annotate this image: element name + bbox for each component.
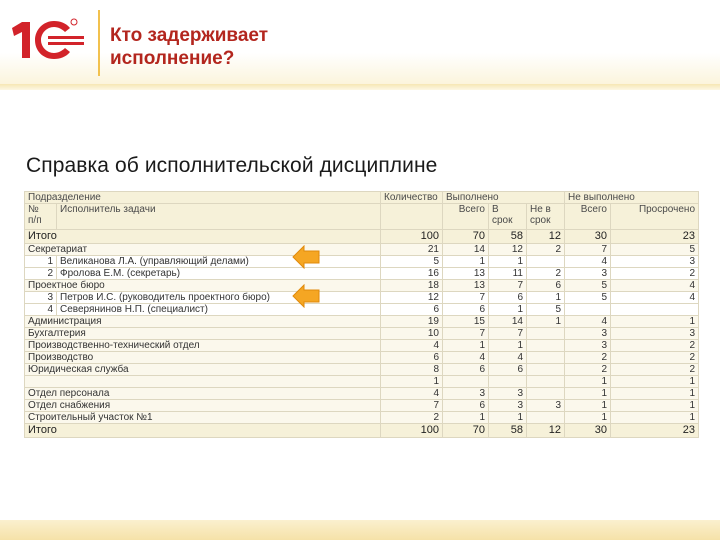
row-overdue: 1 xyxy=(611,400,699,412)
col-done: Выполнено xyxy=(443,192,565,204)
row-late: 3 xyxy=(527,400,565,412)
table-row-department xyxy=(25,328,699,340)
total-late: 12 xyxy=(527,230,565,244)
row-label: Великанова Л.А. (управляющий делами) xyxy=(57,256,381,268)
row-overdue: 4 xyxy=(611,280,699,292)
col-not-done: Не выполнено xyxy=(565,192,699,204)
row-count: 12 xyxy=(381,292,443,304)
row-ontime: 7 xyxy=(489,280,527,292)
total-done-total: 70 xyxy=(443,424,489,438)
row-nd-total: 4 xyxy=(565,316,611,328)
row-count: 8 xyxy=(381,364,443,376)
row-done-total: 1 xyxy=(443,256,489,268)
row-done-total: 3 xyxy=(443,388,489,400)
row-label: Северянинов Н.П. (специалист) xyxy=(57,304,381,316)
row-label: Фролова Е.М. (секретарь) xyxy=(57,268,381,280)
row-done-total: 1 xyxy=(443,412,489,424)
row-late xyxy=(527,352,565,364)
total-ontime: 58 xyxy=(489,424,527,438)
row-ontime: 12 xyxy=(489,244,527,256)
row-late: 6 xyxy=(527,280,565,292)
table-row-department xyxy=(25,400,699,412)
table-header-row-1 xyxy=(25,192,699,204)
row-index: 3 xyxy=(25,292,57,304)
row-label: Секретариат xyxy=(25,244,381,256)
row-overdue: 4 xyxy=(611,292,699,304)
row-overdue: 1 xyxy=(611,388,699,400)
row-ontime: 6 xyxy=(489,292,527,304)
row-count: 4 xyxy=(381,340,443,352)
row-ontime: 6 xyxy=(489,364,527,376)
row-nd-total: 2 xyxy=(565,352,611,364)
report-title: Справка об исполнительской дисциплине xyxy=(26,154,438,177)
row-overdue: 5 xyxy=(611,244,699,256)
table-header-row-2 xyxy=(25,204,699,230)
table-total-row-top xyxy=(25,230,699,244)
row-ontime: 14 xyxy=(489,316,527,328)
row-nd-total: 3 xyxy=(565,340,611,352)
total-label: Итого xyxy=(25,230,381,244)
table-row-executor xyxy=(25,256,699,268)
total-nd: 30 xyxy=(565,230,611,244)
row-index: 1 xyxy=(25,256,57,268)
row-count: 6 xyxy=(381,352,443,364)
col-done-late: Не в срок xyxy=(527,204,565,230)
table-row-department xyxy=(25,364,699,376)
table-row-department xyxy=(25,376,699,388)
row-overdue: 2 xyxy=(611,340,699,352)
row-label: Проектное бюро xyxy=(25,280,381,292)
total-ontime: 58 xyxy=(489,230,527,244)
row-late xyxy=(527,340,565,352)
row-done-total: 1 xyxy=(443,340,489,352)
slide-title: Кто задерживает исполнение? xyxy=(110,25,269,69)
row-nd-total: 3 xyxy=(565,328,611,340)
row-ontime: 1 xyxy=(489,304,527,316)
row-late xyxy=(527,256,565,268)
header-band xyxy=(0,84,720,90)
row-index: 4 xyxy=(25,304,57,316)
row-label: Отдел персонала xyxy=(25,388,381,400)
row-nd-total: 4 xyxy=(565,256,611,268)
table-total-row-bottom xyxy=(25,424,699,438)
row-done-total: 13 xyxy=(443,280,489,292)
row-overdue xyxy=(611,304,699,316)
row-late: 2 xyxy=(527,268,565,280)
row-count: 21 xyxy=(381,244,443,256)
total-nd-total: 30 xyxy=(565,424,611,438)
row-label xyxy=(25,376,381,388)
row-late: 1 xyxy=(527,316,565,328)
row-overdue: 2 xyxy=(611,352,699,364)
row-done-total: 14 xyxy=(443,244,489,256)
row-count: 10 xyxy=(381,328,443,340)
row-label: Производство xyxy=(25,352,381,364)
total-label: Итого xyxy=(25,424,381,438)
row-ontime xyxy=(489,376,527,388)
arrow-left-icon xyxy=(292,245,320,269)
row-label: Бухгалтерия xyxy=(25,328,381,340)
row-nd-total: 1 xyxy=(565,376,611,388)
row-count: 18 xyxy=(381,280,443,292)
row-label: Петров И.С. (руководитель проектного бюро) xyxy=(57,292,381,304)
row-ontime: 11 xyxy=(489,268,527,280)
row-label: Отдел снабжения xyxy=(25,400,381,412)
row-done-total: 4 xyxy=(443,352,489,364)
row-count: 4 xyxy=(381,388,443,400)
row-nd-total: 1 xyxy=(565,400,611,412)
row-nd-total: 5 xyxy=(565,292,611,304)
table-row-department xyxy=(25,388,699,400)
row-nd-total xyxy=(565,304,611,316)
row-late xyxy=(527,328,565,340)
row-count: 1 xyxy=(381,376,443,388)
col-done-ontime: В срок xyxy=(489,204,527,230)
row-nd-total: 5 xyxy=(565,280,611,292)
logo-1c xyxy=(8,14,88,66)
row-done-total: 6 xyxy=(443,304,489,316)
table-row-department xyxy=(25,412,699,424)
table-row-executor xyxy=(25,304,699,316)
col-count: Количество xyxy=(381,192,443,204)
col-num: № п/п xyxy=(25,204,57,230)
row-count: 6 xyxy=(381,304,443,316)
row-done-total: 7 xyxy=(443,328,489,340)
row-index: 2 xyxy=(25,268,57,280)
table-row-executor xyxy=(25,292,699,304)
table-row-department xyxy=(25,280,699,292)
row-count: 5 xyxy=(381,256,443,268)
row-ontime: 3 xyxy=(489,388,527,400)
table-row-executor xyxy=(25,268,699,280)
row-overdue: 1 xyxy=(611,316,699,328)
row-ontime: 1 xyxy=(489,256,527,268)
row-late xyxy=(527,412,565,424)
col-count-blank xyxy=(381,204,443,230)
row-done-total: 6 xyxy=(443,364,489,376)
total-count: 100 xyxy=(381,230,443,244)
row-done-total: 15 xyxy=(443,316,489,328)
row-overdue: 1 xyxy=(611,376,699,388)
discipline-report-table xyxy=(24,191,699,438)
total-overdue: 23 xyxy=(611,230,699,244)
total-late: 12 xyxy=(527,424,565,438)
row-count: 2 xyxy=(381,412,443,424)
row-nd-total: 3 xyxy=(565,268,611,280)
table-row-department xyxy=(25,244,699,256)
row-overdue: 2 xyxy=(611,268,699,280)
table-row-department xyxy=(25,352,699,364)
col-dept: Подразделение xyxy=(25,192,381,204)
row-late: 5 xyxy=(527,304,565,316)
col-nd-total: Всего xyxy=(565,204,611,230)
row-count: 7 xyxy=(381,400,443,412)
col-nd-overdue: Просрочено xyxy=(611,204,699,230)
row-label: Администрация xyxy=(25,316,381,328)
row-overdue: 2 xyxy=(611,364,699,376)
row-done-total xyxy=(443,376,489,388)
row-nd-total: 1 xyxy=(565,412,611,424)
row-ontime: 1 xyxy=(489,340,527,352)
logo-divider xyxy=(98,10,100,76)
row-ontime: 7 xyxy=(489,328,527,340)
table-row-department xyxy=(25,316,699,328)
col-done-total: Всего xyxy=(443,204,489,230)
row-ontime: 3 xyxy=(489,400,527,412)
row-ontime: 1 xyxy=(489,412,527,424)
total-overdue: 23 xyxy=(611,424,699,438)
footer-band xyxy=(0,520,720,540)
row-count: 19 xyxy=(381,316,443,328)
row-nd-total: 2 xyxy=(565,364,611,376)
arrow-left-icon xyxy=(292,284,320,308)
row-label: Юридическая служба xyxy=(25,364,381,376)
col-executor: Исполнитель задачи xyxy=(57,204,381,230)
row-done-total: 13 xyxy=(443,268,489,280)
row-done-total: 7 xyxy=(443,292,489,304)
row-label: Строительный участок №1 xyxy=(25,412,381,424)
table-row-department xyxy=(25,340,699,352)
row-nd-total: 7 xyxy=(565,244,611,256)
row-overdue: 3 xyxy=(611,328,699,340)
total-count: 100 xyxy=(381,424,443,438)
row-late: 2 xyxy=(527,244,565,256)
row-ontime: 4 xyxy=(489,352,527,364)
row-late xyxy=(527,388,565,400)
row-count: 16 xyxy=(381,268,443,280)
row-late: 1 xyxy=(527,292,565,304)
row-late xyxy=(527,376,565,388)
row-nd-total: 1 xyxy=(565,388,611,400)
row-done-total: 6 xyxy=(443,400,489,412)
row-overdue: 1 xyxy=(611,412,699,424)
row-overdue: 3 xyxy=(611,256,699,268)
total-done: 70 xyxy=(443,230,489,244)
row-late xyxy=(527,364,565,376)
row-label: Производственно-технический отдел xyxy=(25,340,381,352)
